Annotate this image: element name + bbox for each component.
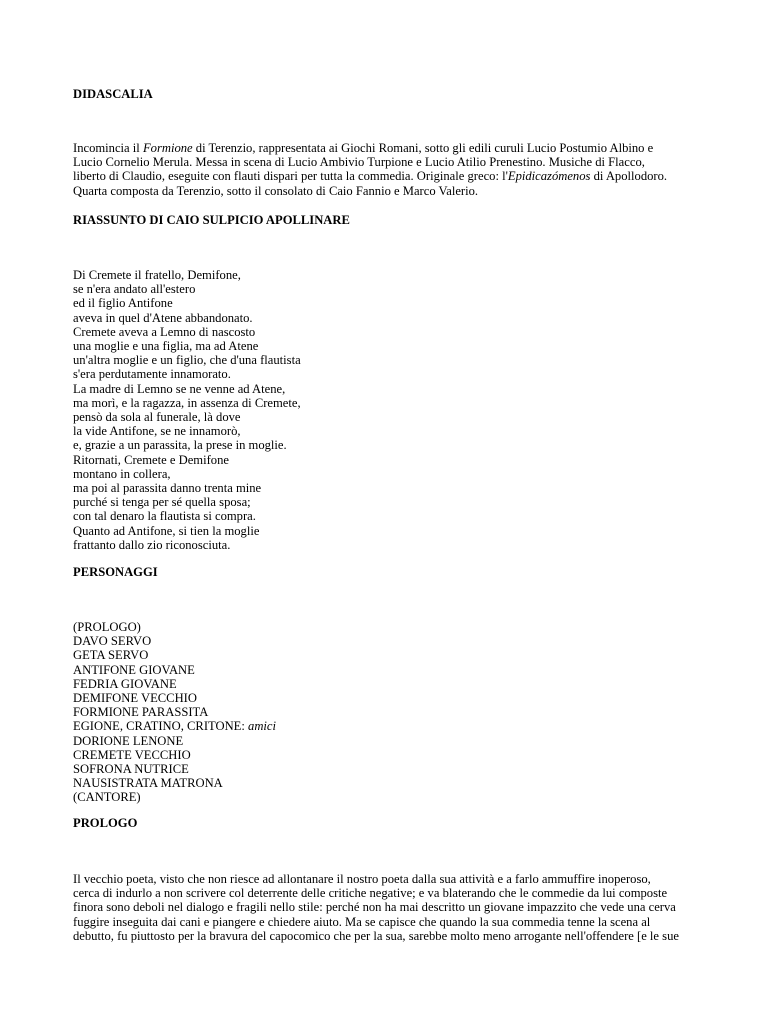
verse-line: purché si tenga per sé quella sposa; [73,495,251,510]
character-entry [73,790,276,804]
heading-didascalia: DIDASCALIA [73,87,153,101]
text-segment: (PROLOGO) [73,620,141,634]
text-segment: FEDRIA GIOVANE [73,676,177,691]
didascalia-line [73,141,693,155]
prologo-line: fuggire inseguita dai cani e piangere e chiedere aiuto. Ma se capisce che quando la sua commedia tenne la scena al [73,914,651,929]
text-segment: EGIONE, CRATINO, CRITONE: [73,719,249,734]
prologo-line: finora sono deboli nel dialogo e fragili nello stile: perché non ha mai descritto un giovane impazzito che vede una cerva [73,900,676,915]
text-segment: GETA SERVO [73,648,149,663]
verse-line: Di Cremete il fratello, Demifone, [73,268,241,282]
verse-line: s'era perdutamente innamorato. [73,367,231,382]
italic-text: Epidicazómenos [507,169,591,184]
character-entry [73,719,276,733]
prologo-paragraph [73,872,693,943]
verse-line: un'altra moglie e un figlio, che d'una flautista [73,353,301,368]
prologo-line: Il vecchio poeta, visto che non riesce ad allontanare il nostro poeta dalla sua attività e a farlo ammuffire inoperoso, [73,872,651,886]
text-segment: SOFRONA NUTRICE [73,762,189,777]
didascalia-line [73,155,693,169]
text-segment: DORIONE LENONE [73,733,184,748]
character-entry [73,705,276,719]
character-entry [73,776,276,790]
character-entry [73,691,276,705]
text-segment: DEMIFONE VECCHIO [73,691,197,706]
verse-line: pensò da sola al funerale, là dove [73,410,241,425]
verse-line: ed il figlio Antifone [73,296,173,311]
text-segment: DAVO SERVO [73,634,152,649]
character-entry [73,734,276,748]
verse-line: montano in collera, [73,466,171,481]
verse-line: ma morì, e la ragazza, in assenza di Cremete, [73,395,301,410]
character-entry [73,634,276,648]
personaggi-list [73,620,276,805]
text-segment: Quarta composta da Terenzio, sotto il consolato di Caio Fannio e Marco Valerio. [73,183,479,198]
verse-line: Ritornati, Cremete e Demifone [73,452,229,467]
prologo-line: cerca di indurlo a non scrivere col deterrente delle critiche negative; e va blaterando che le commedie da lui composte [73,886,668,901]
didascalia-line [73,169,693,183]
text-segment: ANTIFONE GIOVANE [73,662,195,677]
verse-line: e, grazie a un parassita, la prese in moglie. [73,438,287,453]
verse-line: con tal denaro la flautista si compra. [73,509,256,524]
character-entry [73,762,276,776]
verse-line: ma poi al parassita danno trenta mine [73,481,262,496]
text-segment: di Apollodoro. [590,169,668,184]
text-segment: (CANTORE) [73,790,141,805]
text-segment: liberto di Claudio, eseguite con flauti dispari per tutta la commedia. Originale greco: l' [73,169,508,184]
didascalia-line [73,184,693,198]
character-entry [73,648,276,662]
character-entry [73,663,276,677]
didascalia-paragraph [73,141,693,198]
verse-line: La madre di Lemno se ne venne ad Atene, [73,381,286,396]
verse-line: la vide Antifone, se ne innamorò, [73,424,241,439]
text-segment: CREMETE VECCHIO [73,747,191,762]
text-segment: Incomincia il [73,141,143,155]
heading-prologo: PROLOGO [73,816,138,830]
verse-line: aveva in quel d'Atene abbandonato. [73,310,253,325]
italic-text: Formione [142,141,193,155]
heading-personaggi: PERSONAGGI [73,565,158,579]
verse-line: se n'era andato all'estero [73,282,196,297]
verse-line: frattanto dallo zio riconosciuta. [73,537,231,552]
verse-line: una moglie e una figlia, ma ad Atene [73,339,259,354]
character-entry [73,677,276,691]
prologo-line: debutto, fu piuttosto per la bravura del capocomico che per la sua, sarebbe molto meno arrogante nell'offendere [e le sue [73,928,679,943]
character-entry [73,620,276,634]
heading-riassunto: RIASSUNTO DI CAIO SULPICIO APOLLINARE [73,213,350,227]
text-segment: FORMIONE PARASSITA [73,705,209,720]
text-segment: NAUSISTRATA MATRONA [73,776,223,791]
character-entry [73,748,276,762]
text-segment: Lucio Cornelio Merula. Messa in scena di Lucio Ambivio Turpione e Lucio Atilio Prenestino. Musiche di Flacco, [73,155,645,170]
verse-line: Quanto ad Antifone, si tien la moglie [73,523,260,538]
italic-text: amici [248,719,277,734]
riassunto-verses [73,268,301,552]
verse-line: Cremete aveva a Lemno di nascosto [73,324,256,339]
text-segment: di Terenzio, rappresentata ai Giochi Romani, sotto gli edili curuli Lucio Postumio Albino e [192,141,654,155]
